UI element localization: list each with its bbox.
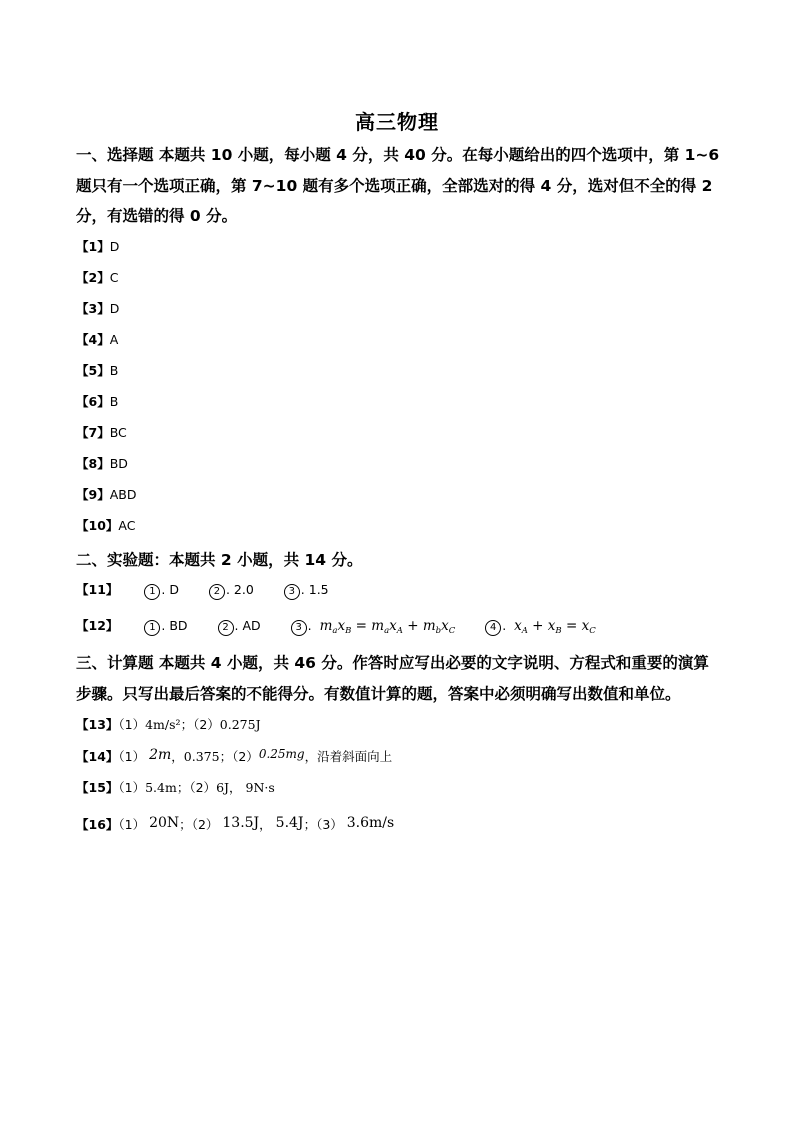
part-value: 4m/s² [145,717,181,732]
part-label: （3） [316,817,343,832]
answer-value: A [109,332,119,347]
answer-value: ABD [109,487,137,502]
answer-num: 【3】 [76,301,110,316]
answer-16: 【16】（1） 20N；（2） 13.5J， 5.4J；（3） 3.6m/s [76,815,395,832]
answer-num: 【9】 [76,487,110,502]
part-label: （1） [118,717,146,732]
answer-1 [76,237,119,257]
answer-2 [76,268,118,288]
answer-8 [76,454,128,474]
answer-num: 【16】 [76,817,119,832]
answer-value: AC [118,518,136,533]
answer-4 [76,330,118,350]
answer-15: 【15】（1）5.4m；（2）6J， 9N·s [76,780,275,795]
part-value: 0.25mg [258,747,305,761]
answer-3 [76,299,119,319]
answer-5 [76,361,118,381]
circled-number: 3 [291,620,307,636]
part-value: 3.6m/s [346,815,395,831]
part-label: （2） [189,780,217,795]
answer-num: 【15】 [76,780,119,795]
answer-9 [76,485,136,505]
circled-number: 2 [218,620,234,636]
answer-value: BC [109,425,127,440]
answer-value: C [109,270,119,285]
part-value: 20N [149,815,180,831]
answer-num: 【6】 [76,394,110,409]
answer-num: 【13】 [76,717,119,732]
part-value: 6J [216,780,230,795]
part-label: （2） [193,717,220,732]
part-value: 13.5J [222,815,260,831]
answer-10 [76,516,135,536]
circled-number: 4 [485,620,501,636]
part-label: （2） [232,749,259,764]
answer-11: 【11】 1 . D 2 . 2.0 3 . 1.5 [76,580,329,600]
answer-num: 【14】 [76,749,119,764]
part-value: 0.275J [219,717,261,732]
answer-num: 【11】 [76,582,119,597]
answer-num: 【12】 [76,618,119,633]
answer-6 [76,392,118,412]
answer-value: B [109,394,119,409]
answer-num: 【7】 [76,425,110,440]
circled-number: 3 [284,584,300,600]
answer-7 [76,423,127,443]
part-label: （1） [118,749,146,764]
part-value: 2m [149,747,172,763]
distance-equation: $x_A + x_B = x_C$ [514,618,596,636]
answer-num: 【2】 [76,270,110,285]
answer-value: D [109,239,120,254]
part-value: 5.4m [145,780,177,795]
part-value: 5.4J [275,815,304,831]
part-label: （1） [118,780,146,795]
part-value: 0.375 [183,749,220,764]
answer-num: 【10】 [76,518,119,533]
answer-13: 【13】（1）4m/s²；（2）0.275J [76,717,261,732]
answer-num: 【4】 [76,332,110,347]
part-value: 1.5 [308,582,329,597]
part-label: （1） [118,817,146,832]
answer-14: 【14】（1） 2m，0.375；（2）0.25mg，沿着斜面向上 [76,747,393,764]
circled-number: 1 [144,620,160,636]
answer-num: 【8】 [76,456,110,471]
answer-num: 【1】 [76,239,110,254]
section3-heading: 三、计算题 本题共 4 小题，共 46 分。作答时应写出必要的文字说明、方程式和重要的演算步骤。只写出最后答案的不能得分。有数值计算的题，答案中必须明确写出数值和单位。 [76,654,709,703]
part-label: （2） [191,817,219,832]
circled-number: 2 [209,584,225,600]
answer-value: D [109,301,120,316]
part-value: D [169,582,179,597]
part-value: AD [242,618,261,633]
circled-number: 1 [144,584,160,600]
part-value: 9N·s [245,780,275,795]
direction-text: 沿着斜面向上 [317,749,393,764]
answer-num: 【5】 [76,363,110,378]
momentum-equation: $m_ax_B = m_ax_A + m_bx_C$ [319,618,456,636]
answer-12: 【12】 1 . BD 2 . AD 3 . $m_ax_B = m_ax_A + m_bx_C$ 4 . $x_A + x_B = x_C$ [76,618,596,636]
answer-value: BD [109,456,128,471]
section2-heading: 二、实验题：本题共 2 小题，共 14 分。 [76,551,363,569]
part-value: 2.0 [233,582,254,597]
answer-value: B [109,363,119,378]
section1-heading: 一、选择题 本题共 10 小题，每小题 4 分，共 40 分。在每小题给出的四个选项中，第 1~6 题只有一个选项正确，第 7~10 题有多个选项正确，全部选对的得 4 分，选对但不全的得 2 分，有选错的得 0 分。 [76,146,720,225]
page-title: 高三物理 [355,110,439,134]
part-value: BD [169,618,188,633]
